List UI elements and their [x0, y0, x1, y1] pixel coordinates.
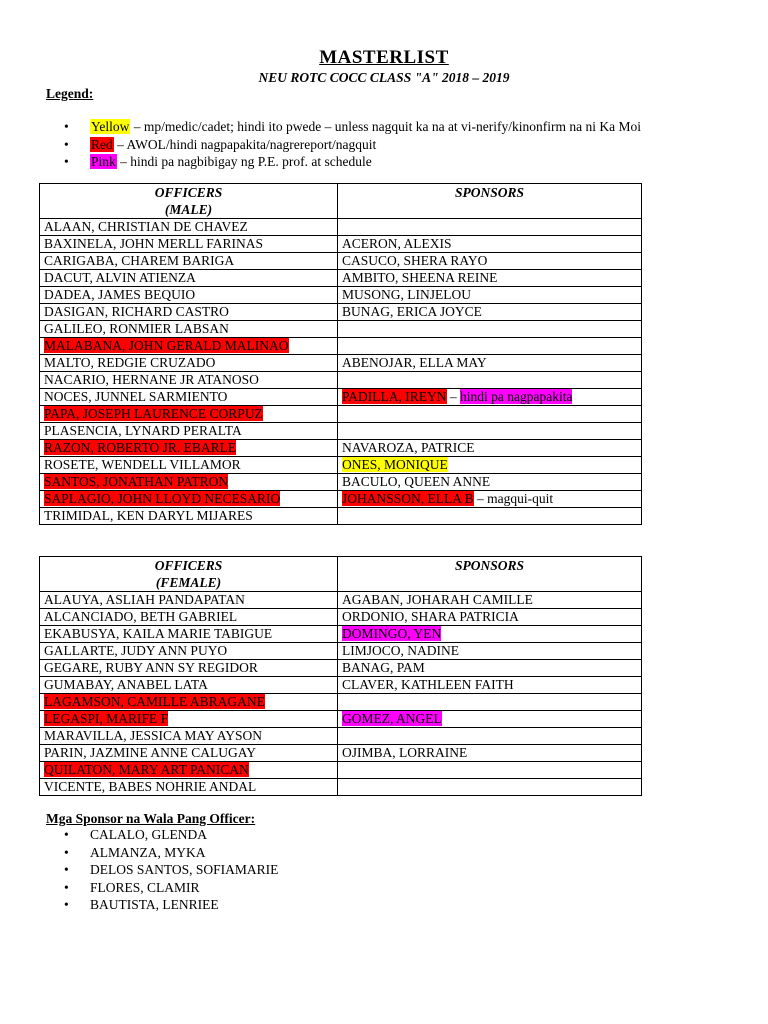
list-item	[64, 879, 278, 897]
sponsor-cell	[338, 626, 642, 643]
sponsor-name: BANAG, PAM	[342, 660, 425, 675]
legend-item	[64, 118, 641, 136]
table-row	[40, 626, 642, 643]
sponsor-name: ORDONIO, SHARA PATRICIA	[342, 609, 519, 624]
officer-name: GUMABAY, ANABEL LATA	[44, 677, 208, 692]
sponsor-cell	[338, 728, 642, 745]
sponsor-name: OJIMBA, LORRAINE	[342, 745, 468, 760]
sponsor-cell	[338, 694, 642, 711]
table-row	[40, 745, 642, 762]
legend-description: – hindi pa nagbibigay ng P.E. prof. at schedule	[116, 154, 372, 169]
table-row	[40, 355, 642, 372]
sponsor-cell	[338, 762, 642, 779]
list-item	[64, 844, 278, 862]
sponsor-name: DELOS SANTOS, SOFIAMARIE	[90, 862, 279, 878]
officer-name: ROSETE, WENDELL VILLAMOR	[44, 457, 241, 472]
legend-item	[64, 136, 641, 154]
table-header-row	[40, 557, 642, 592]
sponsor-cell	[338, 219, 642, 236]
table-row	[40, 253, 642, 270]
officer-name: ALAAN, CHRISTIAN DE CHAVEZ	[44, 219, 248, 234]
sponsor-cell	[338, 338, 642, 355]
officer-cell	[40, 592, 338, 609]
sponsor-cell	[338, 491, 642, 508]
officers-header-label: OFFICERS	[154, 185, 223, 200]
table-row	[40, 338, 642, 355]
table-row	[40, 440, 642, 457]
legend-item	[64, 153, 641, 171]
bullet-icon: •	[64, 154, 69, 169]
legend-color-label: Pink	[91, 154, 116, 169]
table-row	[40, 660, 642, 677]
officer-name: CARIGABA, CHAREM BARIGA	[44, 253, 235, 268]
officers-header-group: (MALE)	[164, 202, 213, 217]
officer-name: BAXINELA, JOHN MERLL FARINAS	[44, 236, 263, 251]
officer-cell	[40, 321, 338, 338]
table-row	[40, 491, 642, 508]
officer-name: GEGARE, RUBY ANN SY REGIDOR	[44, 660, 258, 675]
table-row	[40, 694, 642, 711]
sponsor-name: DOMINGO, YEN	[342, 626, 442, 641]
officer-cell	[40, 643, 338, 660]
officer-cell	[40, 762, 338, 779]
sponsor-cell	[338, 592, 642, 609]
female-officers-table	[39, 556, 642, 796]
officer-cell	[40, 491, 338, 508]
sponsors-header: SPONSORS	[338, 557, 642, 592]
bullet-icon: •	[64, 136, 69, 152]
officer-cell	[40, 779, 338, 796]
table-row	[40, 321, 642, 338]
legend-description: – mp/medic/cadet; hindi ito pwede – unless nagquit ka na at vi-nerify/kinonfirm na ni Ka Moi	[130, 119, 642, 134]
officer-name: DACUT, ALVIN ATIENZA	[44, 270, 196, 285]
sponsor-name: BUNAG, ERICA JOYCE	[342, 304, 482, 319]
bullet-icon: •	[64, 119, 69, 134]
sponsor-cell	[338, 270, 642, 287]
list-item	[64, 826, 278, 844]
officer-name: ALAUYA, ASLIAH PANDAPATAN	[44, 592, 245, 607]
sponsor-cell	[338, 643, 642, 660]
sponsor-cell	[338, 745, 642, 762]
extra-sponsors-list	[64, 826, 278, 914]
sponsor-note: magqui-quit	[487, 491, 554, 506]
table-row	[40, 287, 642, 304]
sponsor-name: LIMJOCO, NADINE	[342, 643, 459, 658]
officer-name: LEGASPI, MARIFE F	[44, 711, 169, 726]
table-row	[40, 304, 642, 321]
officer-cell	[40, 236, 338, 253]
note-dash: –	[473, 491, 488, 506]
table-row	[40, 423, 642, 440]
officer-cell	[40, 457, 338, 474]
officer-cell	[40, 304, 338, 321]
table-row	[40, 779, 642, 796]
officer-name: SAPLAGIO, JOHN LLOYD NECESARIO	[44, 491, 281, 506]
table-row	[40, 609, 642, 626]
officer-name: EKABUSYA, KAILA MARIE TABIGUE	[44, 626, 273, 641]
officer-cell	[40, 694, 338, 711]
legend-heading: Legend:	[46, 86, 94, 101]
officer-cell	[40, 728, 338, 745]
officer-cell	[40, 355, 338, 372]
legend-color-label: Yellow	[91, 119, 130, 134]
officer-cell	[40, 440, 338, 457]
officers-header-group: (FEMALE)	[155, 575, 222, 590]
officers-header	[40, 184, 338, 219]
table-row	[40, 219, 642, 236]
legend-description: – AWOL/hindi nagpapakita/nagrereport/nagquit	[113, 136, 377, 152]
sponsor-cell	[338, 304, 642, 321]
sponsor-cell	[338, 287, 642, 304]
officer-cell	[40, 609, 338, 626]
sponsors-header: SPONSORS	[338, 184, 642, 219]
sponsor-cell	[338, 609, 642, 626]
officer-cell	[40, 389, 338, 406]
officer-name: PARIN, JAZMINE ANNE CALUGAY	[44, 745, 257, 760]
officer-cell	[40, 372, 338, 389]
sponsor-name: ONES, MONIQUE	[342, 457, 448, 472]
bullet-icon: •	[64, 844, 69, 860]
sponsor-name: NAVAROZA, PATRICE	[342, 440, 475, 455]
officer-name: ALCANCIADO, BETH GABRIEL	[44, 609, 238, 624]
officer-cell	[40, 677, 338, 694]
extra-sponsors-heading: Mga Sponsor na Wala Pang Officer:	[46, 811, 256, 826]
table-row	[40, 236, 642, 253]
officer-name: PAPA, JOSEPH LAURENCE CORPUZ	[44, 406, 263, 421]
sponsor-name: ABENOJAR, ELLA MAY	[342, 355, 487, 370]
officer-name: SANTOS, JONATHAN PATRON	[44, 474, 229, 489]
officer-name: GALILEO, RONMIER LABSAN	[44, 321, 229, 336]
bullet-icon: •	[64, 879, 69, 895]
sponsor-cell	[338, 389, 642, 406]
officers-header	[40, 557, 338, 592]
officer-name: QUILATON, MARY ART PANICAN	[44, 762, 249, 777]
table-header-row	[40, 184, 642, 219]
list-item	[64, 896, 278, 914]
officer-cell	[40, 338, 338, 355]
table-row	[40, 643, 642, 660]
sponsor-cell	[338, 474, 642, 491]
officer-name: RAZON, ROBERTO JR. EBARLE	[44, 440, 237, 455]
sponsor-cell	[338, 711, 642, 728]
officer-name: MARAVILLA, JESSICA MAY AYSON	[44, 728, 263, 743]
table-row	[40, 711, 642, 728]
table-row	[40, 389, 642, 406]
table-row	[40, 728, 642, 745]
sponsor-cell	[338, 440, 642, 457]
sponsor-name: AGABAN, JOHARAH CAMILLE	[342, 592, 533, 607]
table-row	[40, 406, 642, 423]
table-row	[40, 372, 642, 389]
officer-cell	[40, 287, 338, 304]
sponsor-name: BACULO, QUEEN ANNE	[342, 474, 491, 489]
table-row	[40, 474, 642, 491]
officer-cell	[40, 270, 338, 287]
sponsor-cell	[338, 457, 642, 474]
sponsor-name: ACERON, ALEXIS	[342, 236, 452, 251]
sponsor-cell	[338, 508, 642, 525]
bullet-icon: •	[64, 827, 69, 842]
sponsor-cell	[338, 253, 642, 270]
sponsor-cell	[338, 423, 642, 440]
sponsor-cell	[338, 779, 642, 796]
sponsor-cell	[338, 355, 642, 372]
officer-name: NOCES, JUNNEL SARMIENTO	[44, 389, 228, 404]
sponsor-cell	[338, 406, 642, 423]
table-row	[40, 762, 642, 779]
sponsor-name: FLORES, CLAMIR	[90, 879, 200, 895]
table-row	[40, 270, 642, 287]
officer-name: PLASENCIA, LYNARD PERALTA	[44, 423, 242, 438]
officer-cell	[40, 508, 338, 525]
officer-name: VICENTE, BABES NOHRIE ANDAL	[44, 779, 257, 794]
page-subtitle: NEU ROTC COCC CLASS "A" 2018 – 2019	[258, 70, 510, 85]
officer-cell	[40, 406, 338, 423]
sponsor-name: MUSONG, LINJELOU	[342, 287, 471, 302]
officer-cell	[40, 711, 338, 728]
sponsor-cell	[338, 660, 642, 677]
male-officers-table	[39, 183, 642, 525]
officer-cell	[40, 219, 338, 236]
sponsor-name: JOHANSSON, ELLA B	[342, 491, 474, 506]
sponsor-name: AMBITO, SHEENA REINE	[342, 270, 498, 285]
table-row	[40, 677, 642, 694]
officer-cell	[40, 253, 338, 270]
officer-cell	[40, 660, 338, 677]
table-row	[40, 508, 642, 525]
table-row	[40, 457, 642, 474]
bullet-icon: •	[64, 862, 69, 878]
officer-cell	[40, 745, 338, 762]
sponsor-name: ALMANZA, MYKA	[90, 844, 206, 860]
officer-name: MALTO, REDGIE CRUZADO	[44, 355, 216, 370]
sponsor-name: GOMEZ, ANGEL	[342, 711, 442, 726]
officer-name: DASIGAN, RICHARD CASTRO	[44, 304, 229, 319]
sponsor-name: PADILLA, IREYN	[342, 389, 447, 404]
sponsor-name: BAUTISTA, LENRIEE	[90, 897, 219, 913]
sponsor-cell	[338, 372, 642, 389]
sponsor-name: CASUCO, SHERA RAYO	[342, 253, 488, 268]
sponsor-cell	[338, 321, 642, 338]
officer-name: LAGAMSON, CAMILLE ABRAGANE	[44, 694, 265, 709]
officer-name: TRIMIDAL, KEN DARYL MIJARES	[44, 508, 253, 523]
legend-color-label: Red	[91, 136, 113, 152]
officers-header-label: OFFICERS	[154, 558, 223, 573]
page-title: MASTERLIST	[319, 47, 449, 68]
officer-cell	[40, 423, 338, 440]
officer-name: NACARIO, HERNANE JR ATANOSO	[44, 372, 259, 387]
bullet-icon: •	[64, 897, 69, 913]
note-dash: –	[446, 389, 460, 404]
officer-name: GALLARTE, JUDY ANN PUYO	[44, 643, 228, 658]
officer-name: MALABANA, JOHN GERALD MALINAO	[44, 338, 289, 353]
table-row	[40, 592, 642, 609]
officer-name: DADEA, JAMES BEQUIO	[44, 287, 196, 302]
officer-cell	[40, 626, 338, 643]
sponsor-name: CALALO, GLENDA	[90, 827, 207, 842]
sponsor-note: hindi pa nagpapakita	[460, 389, 573, 404]
sponsor-cell	[338, 236, 642, 253]
sponsor-cell	[338, 677, 642, 694]
list-item	[64, 861, 278, 879]
sponsor-name: CLAVER, KATHLEEN FAITH	[342, 677, 514, 692]
officer-cell	[40, 474, 338, 491]
legend-list	[64, 118, 641, 171]
